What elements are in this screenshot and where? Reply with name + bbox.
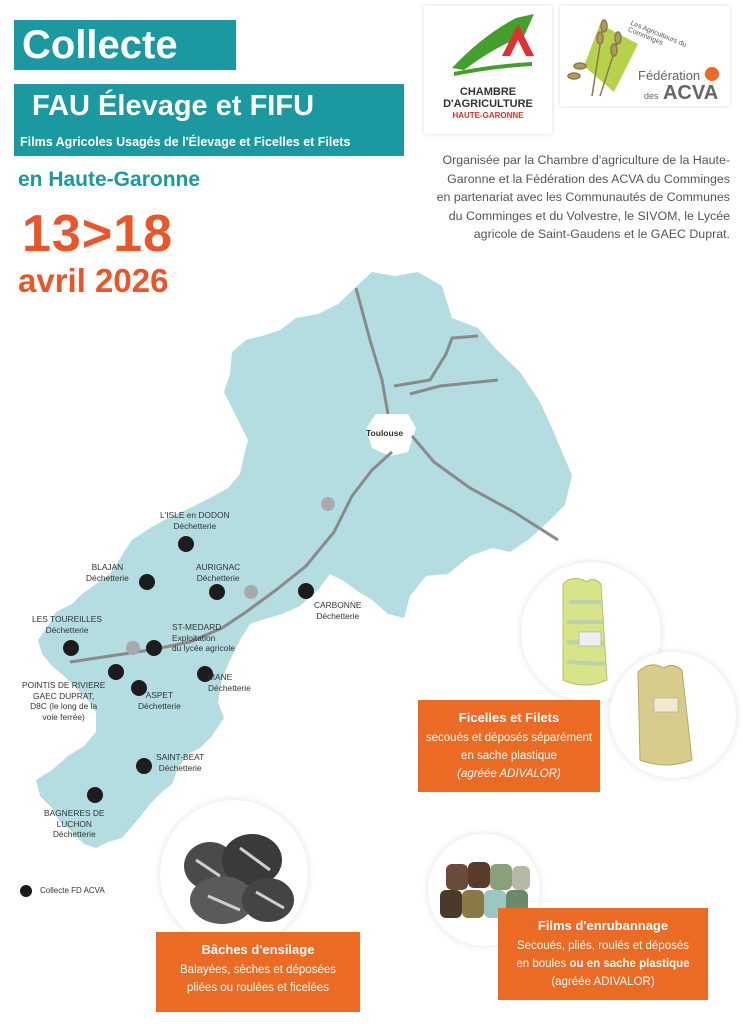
films-line2 <box>498 955 708 973</box>
organizer-text: Organisée par la Chambre d'agriculture de la Haute-Garonne et la Fédération des ACVA du Comminges en partenariat avec les Communautés de Communes du Comminges et du Volvestre, le SIVOM, le Lycée agricole de Saint-Gaudens et le GAEC Duprat. <box>436 153 730 241</box>
chambre-line1: CHAMBRE <box>459 86 517 98</box>
site-label-mane: MANE Déchetterie <box>208 672 251 693</box>
ficelles-info-box <box>418 700 600 792</box>
grey-site-marker <box>244 585 258 599</box>
site-marker-bagneres <box>87 787 103 803</box>
ficelles-bag-photo <box>610 652 736 778</box>
site-label-toureilles: LES TOUREILLES Déchetterie <box>32 614 102 635</box>
site-marker-lisle <box>178 536 194 552</box>
page-title: Collecte <box>14 20 236 70</box>
site-label-carbonne: CARBONNE Déchetterie <box>314 600 362 621</box>
grey-site-marker <box>126 641 140 655</box>
films-title: Films d'enrubannage <box>537 918 669 933</box>
date-month: avril 2026 <box>18 262 169 299</box>
site-label-lisle: L'ISLE en DODON Déchetterie <box>160 510 230 531</box>
site-label-bagneres: BAGNERES DE LUCHON Déchetterie <box>44 808 105 839</box>
site-label-saintbeat: SAINT-BEAT Déchetterie <box>156 752 205 773</box>
page-subtitle: FAU Élevage et FIFU <box>14 84 404 128</box>
legend-marker <box>20 885 32 897</box>
site-marker-stmedard <box>146 640 162 656</box>
site-marker-saintbeat <box>136 758 152 774</box>
region-label: en Haute-Garonne <box>18 168 201 191</box>
acva-line1: Fédération <box>638 68 701 83</box>
ficelles-line2: en sache plastique <box>461 750 557 762</box>
silage-tarp-icon <box>160 800 308 948</box>
acva-arc-text: Les Agriculteurs du Comminges <box>626 20 688 49</box>
site-marker-toureilles <box>63 640 79 656</box>
site-marker-pointis <box>108 664 124 680</box>
subtitle-full: Films Agricoles Usagés de l'Élevage et Ficelles et Filets <box>14 128 404 156</box>
baches-desc <box>156 961 360 997</box>
site-marker-carbonne <box>298 583 314 599</box>
baches-photo <box>160 800 308 948</box>
ficelles-title: Ficelles et Filets <box>458 710 560 725</box>
films-desc <box>498 937 708 991</box>
ficelles-desc <box>418 729 600 783</box>
acva-acronym: ACVA <box>662 82 719 104</box>
sack-icon <box>610 652 736 778</box>
ficelles-line3: (agréée ADIVALOR) <box>457 768 561 780</box>
chambre-line3: HAUTE-GARONNE <box>452 111 524 120</box>
site-label-aurignac: AURIGNAC Déchetterie <box>196 562 241 583</box>
films-line2b: ou en sache plastique <box>569 958 690 970</box>
site-label-pointis: POINTIS DE RIVIERE GAEC DUPRAT, D8C (le long de la voie ferrée) <box>22 680 106 722</box>
films-line3: (agréée ADIVALOR) <box>551 976 655 988</box>
ficelles-line1: secoués et déposés séparément <box>425 732 593 744</box>
site-marker-blajan <box>139 574 155 590</box>
films-line1: Secoués, pliés, roulés et déposés <box>517 940 689 952</box>
baches-line2: pliées ou roulées et ficelées <box>187 982 329 994</box>
baches-title: Bâches d'ensilage <box>201 942 315 957</box>
chambre-line2: D'AGRICULTURE <box>443 98 533 110</box>
site-label-aspet: ASPET Déchetterie <box>138 690 181 711</box>
legend-label: Collecte FD ACVA <box>40 886 105 895</box>
date-range: 13>18 <box>22 205 174 263</box>
city-label: Toulouse <box>366 428 404 438</box>
site-label-blajan: BLAJAN Déchetterie <box>86 562 129 583</box>
grey-site-marker <box>321 497 335 511</box>
site-label-stmedard: ST-MEDARD Exploitation du lycée agricole <box>172 622 235 653</box>
baches-line1: Balayées, sèches et déposées <box>180 964 336 976</box>
site-marker-aurignac <box>209 584 225 600</box>
films-info-box <box>498 908 708 1000</box>
baches-info-box <box>156 932 360 1012</box>
films-line2a: en boules <box>516 958 570 970</box>
acva-des: des <box>644 91 659 101</box>
